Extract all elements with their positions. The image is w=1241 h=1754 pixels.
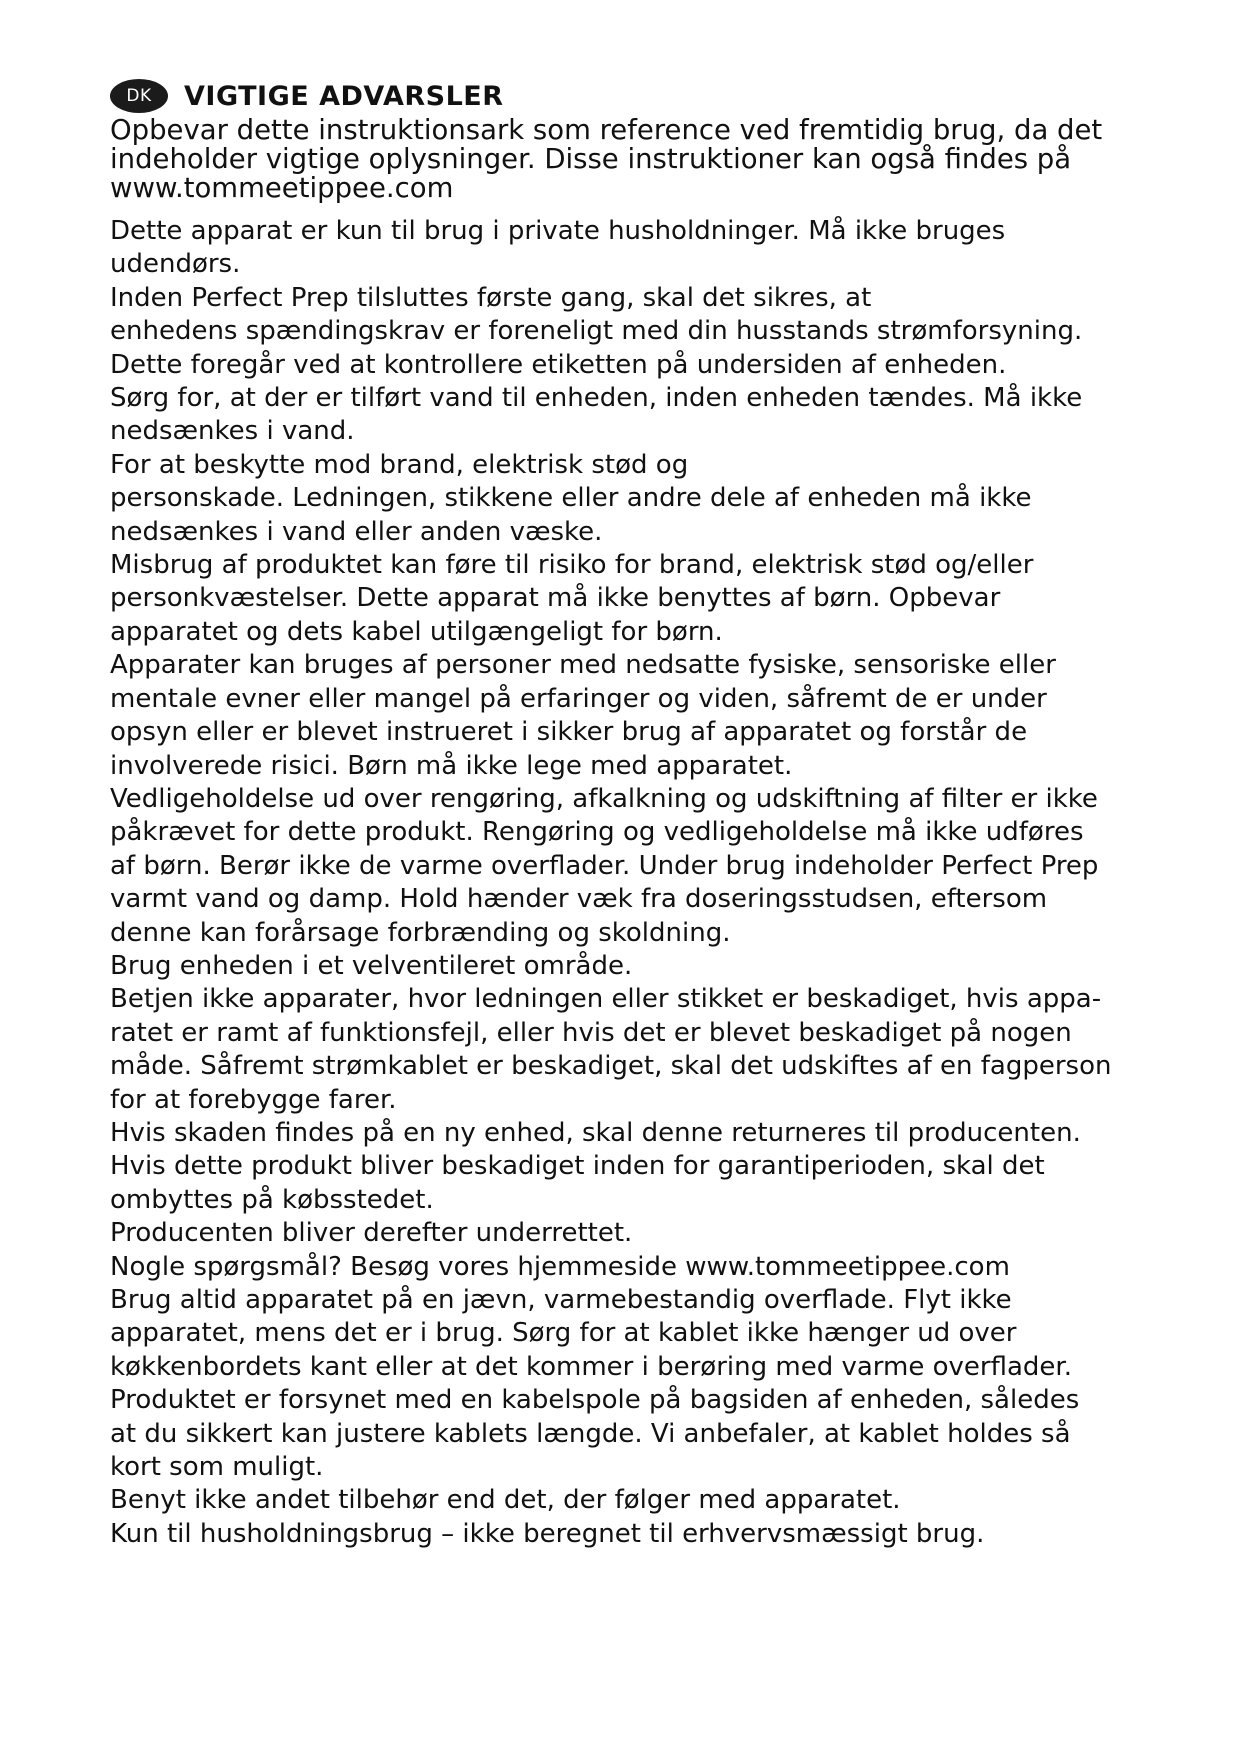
body-line: Misbrug af produktet kan føre til risiko for brand, elektrisk stød og/eller (110, 550, 1034, 581)
body-line: Producenten bliver derefter underrettet. (110, 1218, 633, 1249)
body-line: Produktet er forsynet med en kabelspole på bagsiden af enheden, således (110, 1385, 1080, 1416)
body-line: Betjen ikke apparater, hvor ledningen eller stikket er beskadiget, hvis appa- (110, 984, 1102, 1015)
intro-line: Opbevar dette instruktionsark som reference ved fremtidig brug, da det (110, 114, 1103, 146)
body-line: måde. Såfremt strømkablet er beskadiget, skal det udskiftes af en fagperson (110, 1051, 1112, 1082)
body-line: udendørs. (110, 249, 241, 280)
body-line: Inden Perfect Prep tilsluttes første gang, skal det sikres, at (110, 282, 872, 313)
body-line: køkkenbordets kant eller at det kommer i berøring med varme overflader. (110, 1351, 1072, 1382)
intro-line: indeholder vigtige oplysninger. Disse instruktioner kan også findes på (110, 143, 1072, 175)
body-line: nedsænkes i vand eller anden væske. (110, 516, 603, 547)
body-line: personskade. Ledningen, stikkene eller andre dele af enheden må ikke (110, 483, 1032, 514)
body-line: Dette foregår ved at kontrollere etiketten på undersiden af enheden. (110, 349, 1007, 380)
body-line: Benyt ikke andet tilbehør end det, der følger med apparatet. (110, 1485, 901, 1516)
body-line: denne kan forårsage forbrænding og skoldning. (110, 917, 731, 948)
body-line: Dette apparat er kun til brug i private husholdninger. Må ikke bruges (110, 216, 1006, 246)
body-line: opsyn eller er blevet instrueret i sikker brug af apparatet og forstår de (110, 717, 1028, 748)
body-line: nedsænkes i vand. (110, 416, 355, 447)
body-line: Nogle spørgsmål? Besøg vores hjemmeside www.tommeetippee.com (110, 1251, 1010, 1282)
body-line: Kun til husholdningsbrug – ikke beregnet til erhvervsmæssigt brug. (110, 1518, 985, 1549)
body-line: påkrævet for dette produkt. Rengøring og vedligeholdelse må ikke udføres (110, 817, 1084, 848)
body-line: Hvis dette produkt bliver beskadiget inden for garantiperioden, skal det (110, 1151, 1045, 1182)
body-line: kort som muligt. (110, 1452, 324, 1483)
body-line: For at beskytte mod brand, elektrisk stød og (110, 449, 689, 480)
body-line: ombyttes på købsstedet. (110, 1184, 434, 1215)
body-line: involverede risici. Børn må ikke lege med apparatet. (110, 750, 793, 781)
body-line: Sørg for, at der er tilført vand til enheden, inden enheden tændes. Må ikke (110, 383, 1083, 414)
body-line: Brug altid apparatet på en jævn, varmebestandig overflade. Flyt ikke (110, 1285, 1012, 1315)
body-line: personkvæstelser. Dette apparat må ikke benyttes af børn. Opbevar (110, 583, 1001, 614)
warnings-body (110, 215, 1141, 1551)
intro-line: www.tommeetippee.com (110, 172, 454, 204)
body-line: for at forebygge farer. (110, 1084, 397, 1115)
body-line: ratet er ramt af funktionsfejl, eller hvis det er blevet beskadiget på nogen (110, 1017, 1072, 1048)
body-line: at du sikkert kan justere kablets længde. Vi anbefaler, at kablet holdes så (110, 1418, 1071, 1449)
language-badge: DK (110, 79, 168, 113)
body-line: Vedligeholdelse ud over rengøring, afkalkning og udskiftning af filter er ikke (110, 783, 1098, 814)
body-line: Brug enheden i et velventileret område. (110, 950, 633, 981)
page-title: VIGTIGE ADVARSLER (184, 80, 504, 112)
body-line: Apparater kan bruges af personer med nedsatte fysiske, sensoriske eller (110, 650, 1056, 681)
body-line: apparatet og dets kabel utilgængeligt for børn. (110, 616, 723, 647)
intro-paragraph (110, 116, 1141, 203)
body-line: enhedens spændingskrav er foreneligt med din husstands strømforsyning. (110, 316, 1083, 347)
body-line: af børn. Berør ikke de varme overflader. Under brug indeholder Perfect Prep (110, 850, 1099, 881)
body-line: apparatet, mens det er i brug. Sørg for at kablet ikke hænger ud over (110, 1318, 1017, 1349)
body-line: varmt vand og damp. Hold hænder væk fra doseringsstudsen, eftersom (110, 884, 1048, 915)
section-heading (110, 76, 1141, 116)
body-line: mentale evner eller mangel på erfaringer og viden, såfremt de er under (110, 683, 1047, 714)
body-line: Hvis skaden findes på en ny enhed, skal denne returneres til producenten. (110, 1117, 1081, 1148)
